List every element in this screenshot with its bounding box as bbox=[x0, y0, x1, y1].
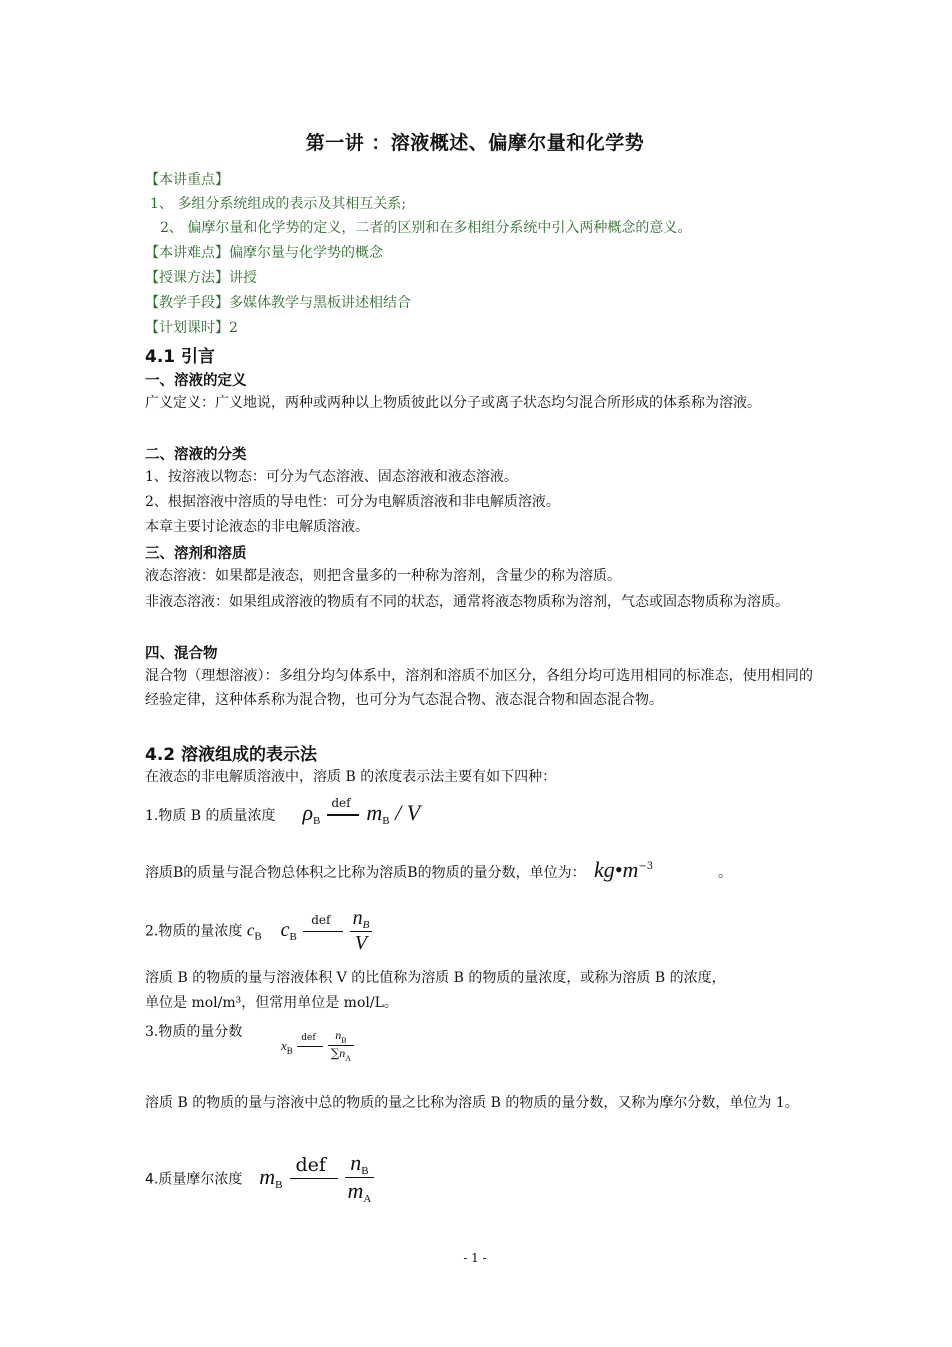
formula-1-label: 1.物质 B 的质量浓度 bbox=[145, 808, 276, 824]
formula-mole-fraction: $x_B$ def $\frac{n_B}{\sum n_A}$ bbox=[281, 1028, 354, 1063]
paragraph-classification-1: 1、按溶液以物态：可分为气态溶液、固态溶液和液态溶液。 bbox=[145, 469, 518, 485]
paragraph-definition: 广义定义：广义地说，两种或两种以上物质彼此以分子或离子状态均匀混合所形成的体系称为溶液。 bbox=[145, 395, 761, 411]
paragraph-classification-3: 本章主要讨论液态的非电解质溶液。 bbox=[145, 519, 369, 535]
page-number: - 1 - bbox=[463, 1251, 487, 1265]
paragraph-liquid-solution: 液态溶液：如果都是液态，则把含量多的一种称为溶剂，含量少的称为溶质。 bbox=[145, 568, 621, 584]
key-points-label: 【本讲重点】 bbox=[145, 172, 229, 188]
teaching-method: 【授课方法】讲授 bbox=[145, 270, 257, 286]
unit-kg-m: kg•m bbox=[594, 857, 639, 882]
planned-hours: 【计划课时】2 bbox=[145, 320, 238, 336]
section-4-1-heading: 4.1 引言 bbox=[145, 347, 216, 367]
formula-molar-concentration: $c_B$ def $\frac{n_B}{V}$ bbox=[281, 917, 373, 941]
section-4-2-heading: 4.2 溶液组成的表示法 bbox=[145, 745, 318, 765]
formula-2-description-2: 单位是 mol/m³，但常用单位是 mol/L。 bbox=[145, 995, 398, 1011]
key-point-1: 1、 多组分系统组成的表示及其相互关系; bbox=[150, 196, 407, 212]
teaching-means: 【教学手段】多媒体教学与黑板讲述相结合 bbox=[145, 295, 411, 311]
formula-3-description: 溶质 B 的物质的量与溶液中总的物质的量之比称为溶质 B 的物质的量分数，又称为摩尔分数，单位为 1。 bbox=[145, 1095, 799, 1111]
paragraph-mixture: 混合物（理想溶液）：多组分均匀体系中，溶剂和溶质不加区分，各组分均可选用相同的标准态，使用相同的经验定律，这种体系称为混合物，也可分为气态混合物、液态混合物和固态混合物。 bbox=[145, 668, 813, 708]
formula-molality: $m_B$ def $\frac{n_B}{m_A}$ bbox=[259, 1165, 374, 1190]
subheading-classification: 二、溶液的分类 bbox=[145, 447, 247, 463]
formula-4-label: 4.质量摩尔浓度 bbox=[145, 1171, 243, 1188]
paragraph-intro: 在液态的非电解质溶液中，溶质 B 的浓度表示法主要有如下四种： bbox=[145, 769, 557, 785]
formula-3-label: 3.物质的量分数 bbox=[145, 1024, 243, 1040]
formula-4-row bbox=[145, 1150, 374, 1205]
formula-1-row bbox=[145, 796, 421, 827]
key-point-2: 2、 偏摩尔量和化学势的定义，二者的区别和在多相组分系统中引入两种概念的意义。 bbox=[160, 220, 692, 236]
subheading-mixture: 四、混合物 bbox=[145, 646, 218, 662]
page-title: 第一讲 ：溶液概述、偏摩尔量和化学势 bbox=[305, 132, 645, 154]
subheading-definition: 一、溶液的定义 bbox=[145, 373, 247, 389]
subheading-solvent-solute: 三、溶剂和溶质 bbox=[145, 546, 247, 562]
formula-2-description-1: 溶质 B 的物质的量与溶液体积 V 的比值称为溶质 B 的物质的量浓度，或称为溶质 B 的浓度， bbox=[145, 970, 726, 986]
formula-1-description: 溶质B的质量与混合物总体积之比称为溶质B的物质的量分数，单位为： $kg•m^{-3}$ 。 bbox=[145, 857, 733, 882]
paragraph-nonliquid-solution: 非液态溶液：如果组成溶液的物质有不同的状态，通常将液态物质称为溶剂，气态或固态物质称为溶质。 bbox=[145, 594, 789, 610]
formula-mass-concentration: $\rho_B$ def $m_B$ / V bbox=[302, 796, 421, 827]
paragraph-classification-2: 2、根据溶液中溶质的导电性：可分为电解质溶液和非电解质溶液。 bbox=[145, 494, 560, 510]
difficulty: 【本讲难点】偏摩尔量与化学势的概念 bbox=[145, 245, 383, 261]
formula-2-label: 2.物质的量浓度 bbox=[145, 923, 243, 940]
formula-2-row: 2.物质的量浓度 $c_B$ $c_B$ def $\frac{n_B}{V}$ bbox=[145, 905, 372, 955]
